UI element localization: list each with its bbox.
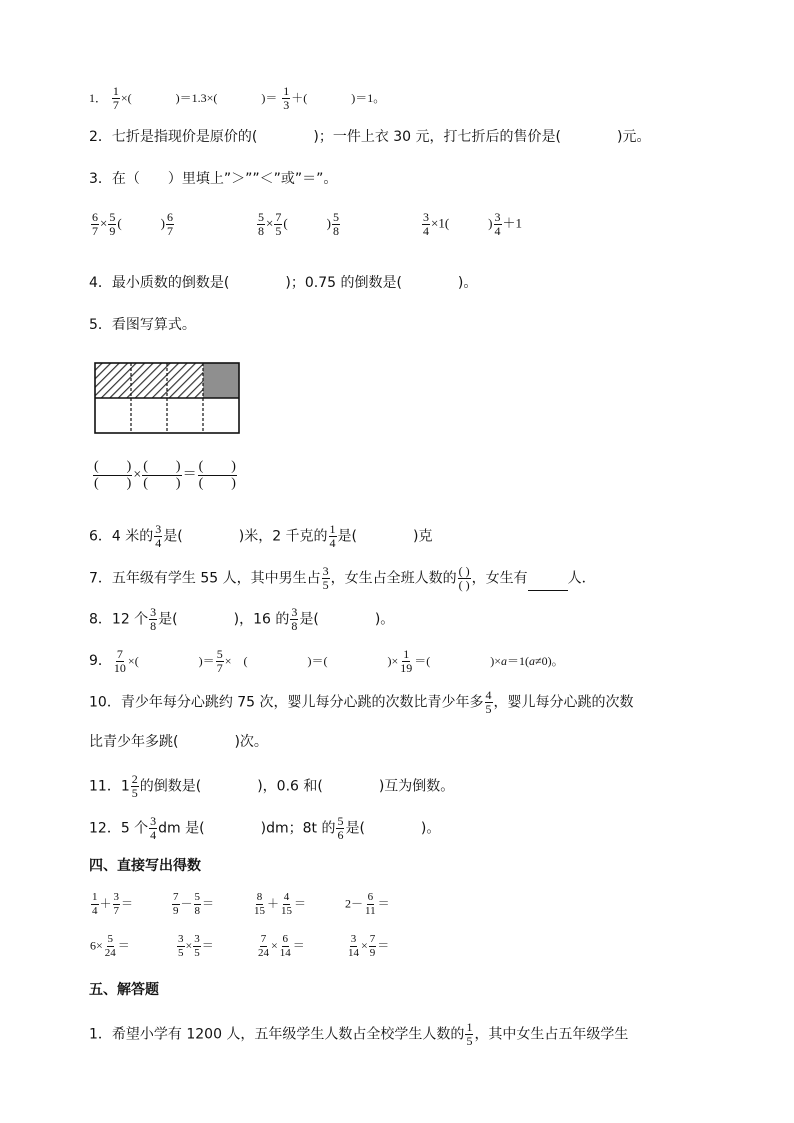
fraction: $\frac{5}{8}$ (258, 210, 264, 238)
question-2: 2．七折是指现价是原价的( )；一件上衣 30 元，打七折后的售价是( )元。 (89, 129, 651, 145)
fraction: $\frac{1}{3}$ (283, 84, 290, 112)
answer-blank: ( ) (283, 215, 332, 231)
fraction: $\frac{3}{8}$ (150, 605, 157, 633)
question-12: 12．5 个 $\frac{3}{4}$ dm 是( )dm；8t 的 $\frac{5}{6}$ 是( )。 (89, 814, 441, 842)
compare-item-2: $\frac{5}{8}$ × $\frac{7}{5}$ ( ) $\frac{5}{8}$ (258, 210, 340, 238)
fraction: $\frac{3}{4}$ (150, 814, 157, 842)
fraction: $\frac{7}{5}$ (275, 210, 282, 238)
calc-item: $\frac{8}{15}$ ＋ $\frac{4}{15}$ ＝ (254, 891, 307, 917)
question-9: 9． $\frac{7}{10}$ ×( )＝ $\frac{5}{7}$ × ( )＝( )× $\frac{1}{19}$ ＝( )×a＝1(a≠0)。 (89, 647, 564, 675)
calc-item: $\frac{1}{4}$ ＋ $\frac{3}{7}$ ＝ (92, 891, 134, 917)
fraction: $\frac{5}{9}$ (109, 210, 116, 238)
fraction: $\frac{3}{4}$ (155, 522, 162, 550)
section-4-title: 四、直接写出得数 (89, 858, 201, 874)
fraction: $\frac{6}{7}$ (92, 210, 98, 238)
question-6: 6．4 米的 $\frac{3}{4}$ 是( )米，2 千克的 $\frac{1}{4}$ 是( )克 (89, 522, 433, 550)
question-10-line-2: 比青少年多跳( )次。 (89, 734, 268, 750)
question-7: 7．五年级有学生 55 人，其中男生占 $\frac{3}{5}$ ，女生占全班人数的 ( ) ( ) ，女生有 人． (89, 564, 596, 592)
fraction: $\frac{3}{4}$ (423, 210, 429, 238)
fraction-blank: ( ) ( ) (143, 459, 181, 491)
problem-1: 1．希望小学有 1200 人，五年级学生人数占全校学生人数的 $\frac{1}{5}$ ，其中女生占五年级学生 (89, 1020, 629, 1048)
answer-line (528, 576, 568, 591)
question-8: 8．12 个 $\frac{3}{8}$ 是( )，16 的 $\frac{3}{8}$ 是( )。 (89, 605, 395, 633)
fraction: $\frac{5}{6}$ (337, 814, 344, 842)
fraction: $\frac{1}{7}$ (112, 84, 119, 112)
hatched-region (95, 363, 203, 398)
fraction-area-diagram (94, 362, 240, 434)
section-5-title: 五、解答题 (89, 982, 159, 998)
question-10: 10．青少年每分心跳约 75 次，婴儿每分心跳的次数比青少年多 $\frac{4}{5}$ ，婴儿每分心跳的次数 (89, 688, 634, 716)
fraction: $\frac{5}{8}$ (333, 210, 340, 238)
question-11: 11．1 $\frac{2}{5}$ 的倒数是( )，0.6 和( )互为倒数。 (89, 772, 455, 800)
compare-item-1: $\frac{6}{7}$ × $\frac{5}{9}$ ( ) $\frac{6}{7}$ (92, 210, 174, 238)
equation-template: ( ) ( ) × ( ) ( ) ＝ ( ) ( ) (94, 459, 236, 491)
answer-blank: ( ) (117, 215, 166, 231)
fraction: $\frac{3}{4}$ (494, 210, 501, 238)
fraction: $\frac{1}{4}$ (329, 522, 336, 550)
calc-item: $\frac{3}{5}$ × $\frac{3}{5}$ ＝ (178, 933, 214, 959)
calc-item: $\frac{3}{14}$ × $\frac{7}{9}$ ＝ (348, 933, 390, 959)
calc-item: $\frac{7}{9}$ － $\frac{5}{8}$ ＝ (173, 891, 215, 917)
question-3: 3．在（ ）里填上”＞””＜”或”＝”。 (89, 171, 338, 187)
fraction: $\frac{5}{7}$ (216, 647, 223, 675)
fraction-blank: ( ) ( ) (94, 459, 132, 491)
fraction: ( ) ( ) (458, 564, 470, 592)
fraction: $\frac{1}{19}$ (400, 647, 413, 675)
fraction: $\frac{7}{10}$ (113, 647, 126, 675)
fraction: $\frac{6}{7}$ (167, 210, 174, 238)
fraction: $\frac{3}{5}$ (322, 564, 329, 592)
fraction: $\frac{2}{5}$ (131, 772, 138, 800)
compare-item-3: $\frac{3}{4}$ ×1( ) $\frac{3}{4}$ ＋1 (423, 210, 523, 238)
answer-blank: ( ) (444, 215, 493, 231)
fraction: $\frac{4}{5}$ (485, 688, 492, 716)
calc-item: 2－ $\frac{6}{11}$ ＝ (345, 891, 390, 917)
fraction: $\frac{1}{5}$ (466, 1020, 473, 1048)
fraction-blank: ( ) ( ) (198, 459, 236, 491)
question-5: 5．看图写算式。 (89, 317, 196, 333)
calc-item: 6× $\frac{5}{24}$ ＝ (90, 933, 130, 959)
calc-item: $\frac{7}{24}$ × $\frac{6}{14}$ ＝ (258, 933, 305, 959)
question-4: 4．最小质数的倒数是( )；0.75 的倒数是( )。 (89, 275, 478, 291)
fraction: $\frac{3}{8}$ (291, 605, 298, 633)
question-1: 1． $\frac{1}{7}$ ×( )＝1.3×( )＝ $\frac{1}{3}$ ＋( )＝1。 (89, 84, 386, 112)
shaded-region (203, 363, 239, 398)
